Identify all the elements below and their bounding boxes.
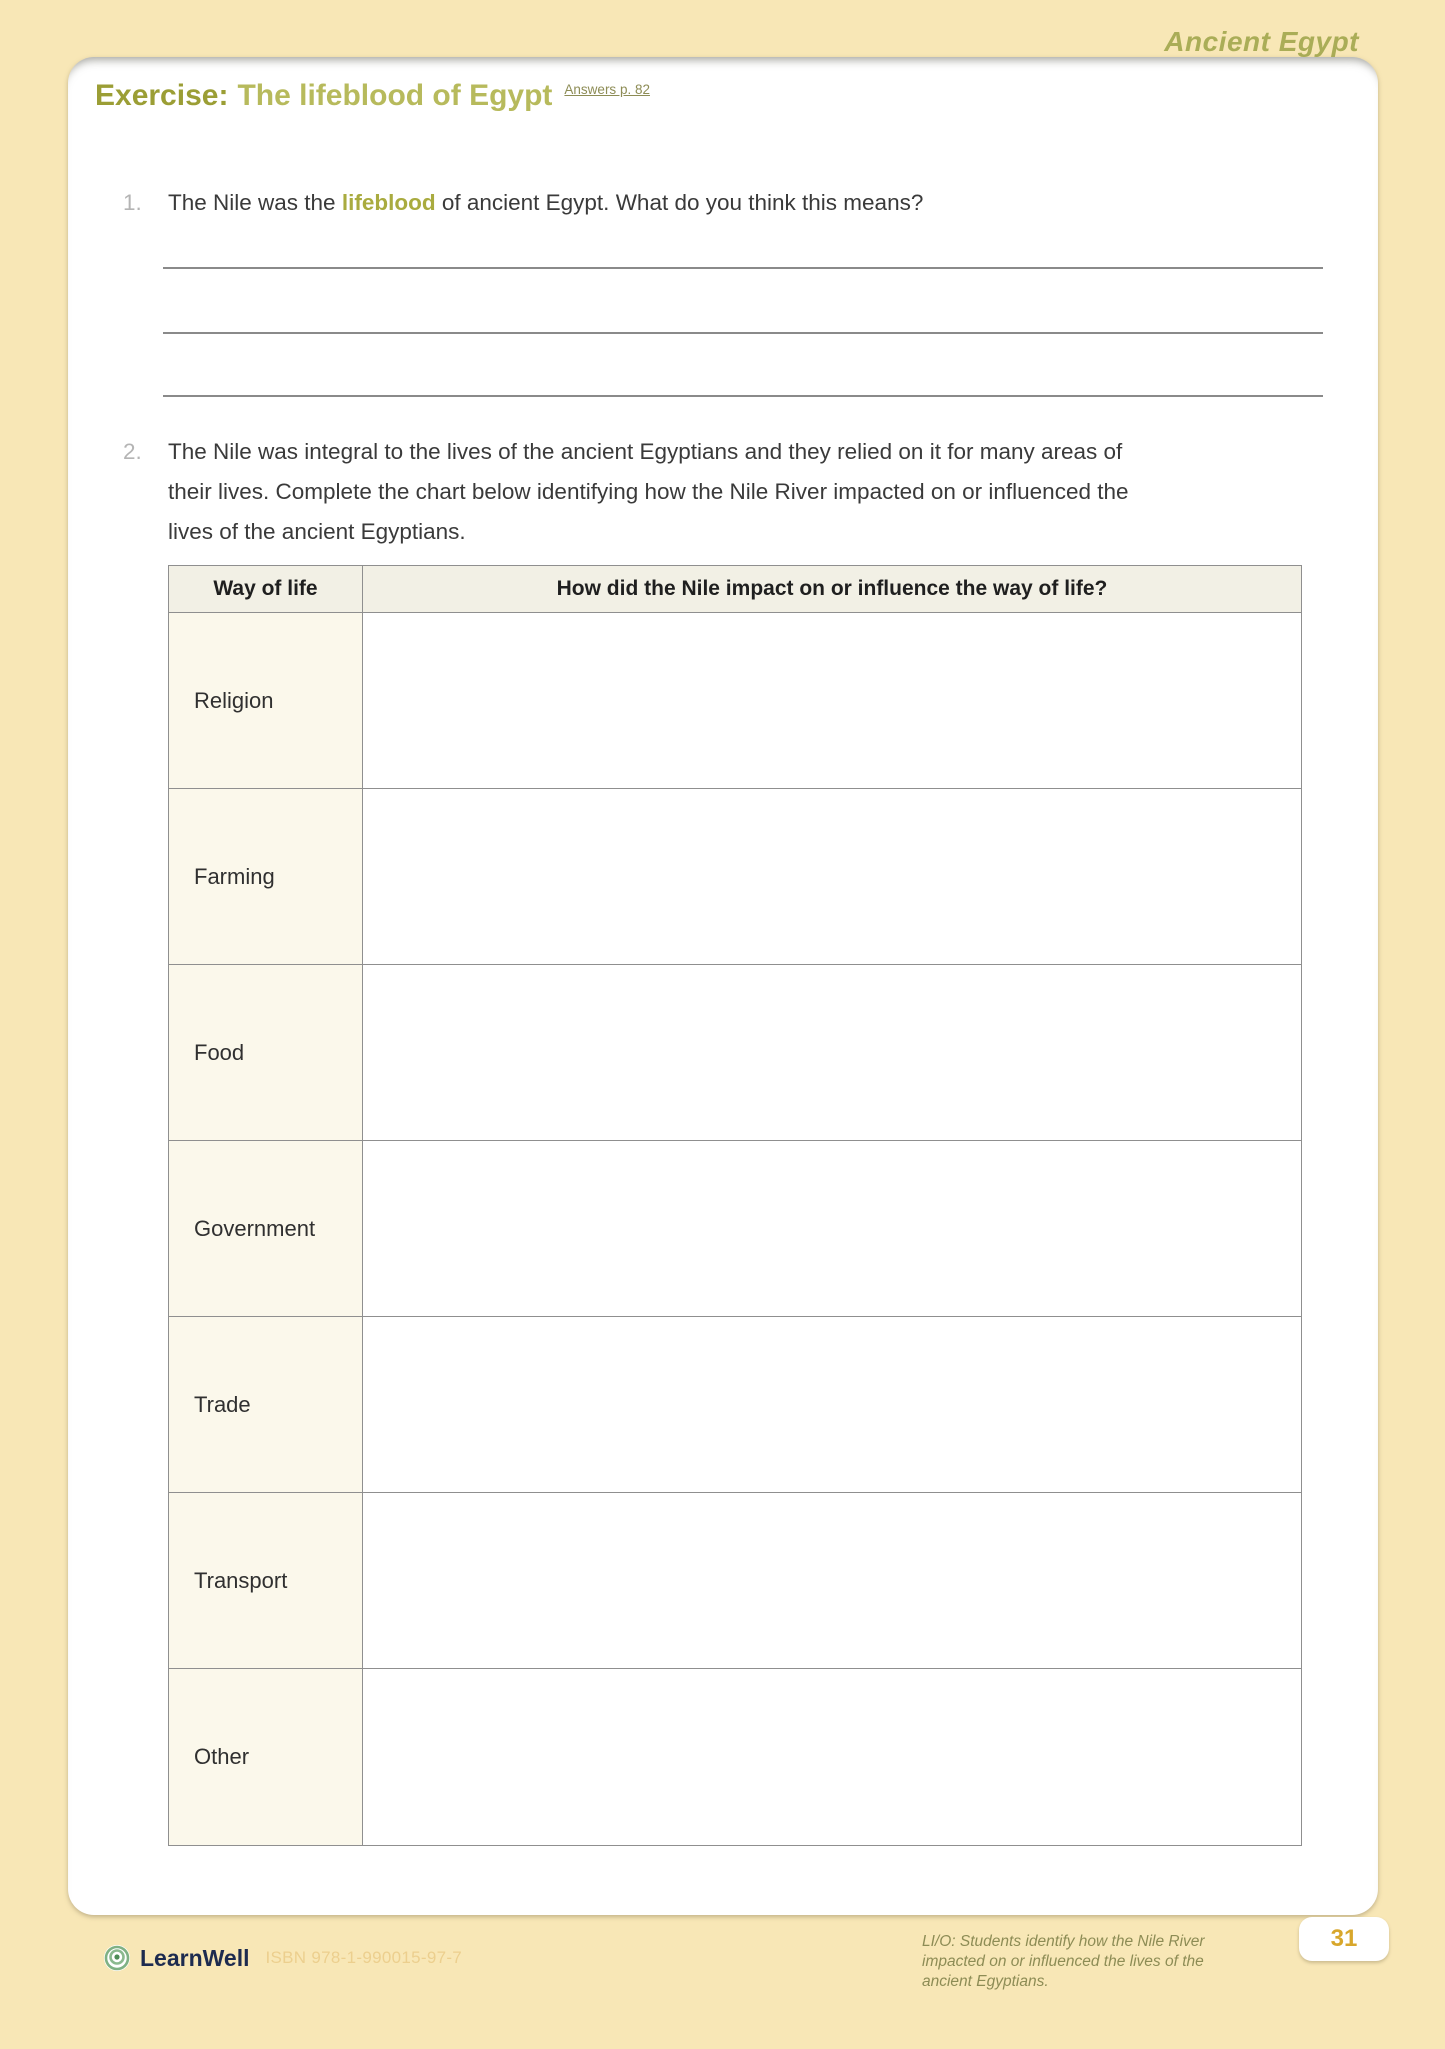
row-label: Food bbox=[169, 965, 363, 1140]
question-2-number: 2. bbox=[123, 439, 142, 464]
answer-line-2 bbox=[163, 332, 1323, 334]
table-header-impact: How did the Nile impact on or influence the way of life? bbox=[363, 566, 1301, 612]
row-label: Religion bbox=[169, 613, 363, 788]
page-topic-header: Ancient Egypt bbox=[1164, 26, 1359, 57]
answer-cell bbox=[363, 965, 1301, 1140]
row-label: Farming bbox=[169, 789, 363, 964]
answer-cell bbox=[363, 1317, 1301, 1492]
question-2-line-2: their lives. Complete the chart below identifying how the Nile River impacted on or influenced the bbox=[168, 479, 1129, 504]
page-number-badge bbox=[1299, 1917, 1389, 1961]
lio-line-3: ancient Egyptians. bbox=[922, 1973, 1049, 1990]
question-2-line-3: lives of the ancient Egyptians. bbox=[168, 519, 466, 544]
row-label: Other bbox=[169, 1669, 363, 1845]
answer-cell bbox=[363, 1493, 1301, 1668]
question-1-text bbox=[168, 183, 923, 223]
table-row-transport bbox=[169, 1493, 1301, 1669]
answers-page-link[interactable]: Answers p. 82 bbox=[564, 82, 650, 97]
keyword-lifeblood: lifeblood bbox=[341, 190, 436, 215]
answer-cell bbox=[363, 789, 1301, 964]
question-1-text-after: of ancient Egypt. What do you think this means? bbox=[435, 190, 924, 215]
page-number: 31 bbox=[1330, 1925, 1358, 1952]
question-2-line-1: The Nile was integral to the lives of the ancient Egyptians and they relied on it for many areas of bbox=[168, 439, 1123, 464]
brand-name: LearnWell bbox=[140, 1944, 250, 1971]
table-row-food bbox=[169, 965, 1301, 1141]
question-1 bbox=[123, 183, 923, 223]
table-row-other bbox=[169, 1669, 1301, 1845]
table-row-government bbox=[169, 1141, 1301, 1317]
row-label: Transport bbox=[169, 1493, 363, 1668]
table-row-farming bbox=[169, 789, 1301, 965]
content-card bbox=[68, 57, 1378, 1915]
answer-cell bbox=[363, 1141, 1301, 1316]
learnwell-logo-icon bbox=[103, 1944, 131, 1972]
question-1-text-before: The Nile was the bbox=[168, 190, 342, 215]
isbn-text: ISBN 978-1-990015-97-7 bbox=[265, 1948, 463, 1967]
row-label: Trade bbox=[169, 1317, 363, 1492]
exercise-title-row bbox=[95, 79, 650, 113]
row-label: Government bbox=[169, 1141, 363, 1316]
question-2 bbox=[123, 432, 1129, 552]
table-row-religion bbox=[169, 613, 1301, 789]
lio-line-2: impacted on or influenced the lives of the bbox=[922, 1953, 1204, 1970]
table-row-trade bbox=[169, 1317, 1301, 1493]
exercise-label: Exercise: bbox=[95, 79, 229, 112]
table-header-row bbox=[169, 566, 1301, 613]
question-1-number: 1. bbox=[123, 190, 142, 215]
answer-line-1 bbox=[163, 267, 1323, 269]
answer-line-3 bbox=[163, 395, 1323, 397]
nile-impact-table bbox=[168, 565, 1302, 1846]
question-2-text bbox=[168, 432, 1129, 552]
exercise-title: The lifeblood of Egypt bbox=[237, 79, 553, 112]
footer-brand bbox=[103, 1944, 462, 1972]
answer-cell bbox=[363, 613, 1301, 788]
answer-cell bbox=[363, 1669, 1301, 1845]
lio-line-1: LI/O: Students identify how the Nile River bbox=[922, 1933, 1205, 1950]
learning-intention-text bbox=[922, 1932, 1252, 1992]
table-header-way-of-life: Way of life bbox=[169, 566, 363, 612]
